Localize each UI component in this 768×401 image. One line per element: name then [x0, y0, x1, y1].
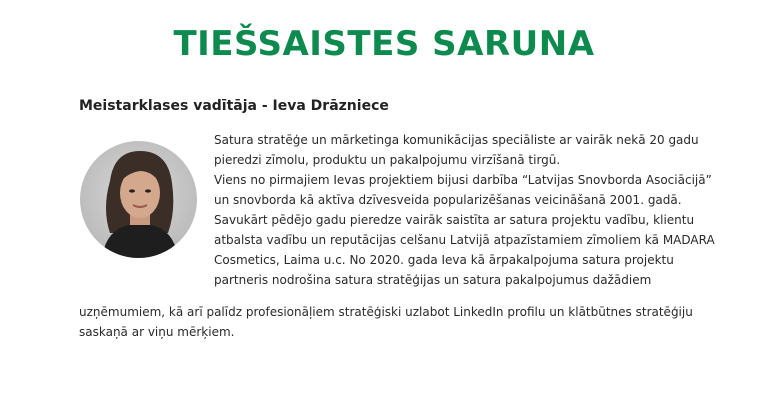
bio-line: uzņēmumiem, kā arī palīdz profesionāļiem stratēģiski uzlabot LinkedIn profilu un klātbūtnes stratēģiju [79, 305, 693, 319]
bio-paragraph [214, 130, 715, 290]
page-title: TIEŠSAISTES SARUNA [173, 24, 595, 64]
bio-line: Cosmetics, Laima u.c. No 2020. gada Ieva kā ārpakalpojuma satura projektu [214, 253, 674, 267]
bio-line: Savukārt pēdējo gadu pieredze vairāk saistīta ar satura projektu vadību, klientu [214, 213, 695, 227]
bio-line: pieredzi zīmolu, produktu un pakalpojumu virzīšanā tirgū. [214, 153, 561, 167]
bio-line: partneris nodrošina satura stratēģijas un satura pakalpojumus dažādiem [214, 273, 652, 287]
bio-paragraph-continued [79, 302, 693, 342]
bio-line: Satura stratēģe un mārketinga komunikācijas speciāliste ar vairāk nekā 20 gadu [214, 133, 699, 147]
bio-line: Viens no pirmajiem Ievas projektiem bijusi darbība “Latvijas Snovborda Asociācijā” [214, 173, 712, 187]
host-subtitle: Meistarklases vadītāja - Ieva Drāzniece [79, 98, 389, 114]
bio-line: saskaņā ar viņu mērķiem. [79, 325, 235, 339]
host-photo [80, 141, 197, 258]
bio-line: un snovborda kā aktīva dzīvesveida popularizēšanas veicināšanā 2001. gadā. [214, 193, 682, 207]
bio-line: atbalsta vadību un reputācijas celšanu Latvijā atpazīstamiem zīmoliem kā MADARA [214, 233, 715, 247]
